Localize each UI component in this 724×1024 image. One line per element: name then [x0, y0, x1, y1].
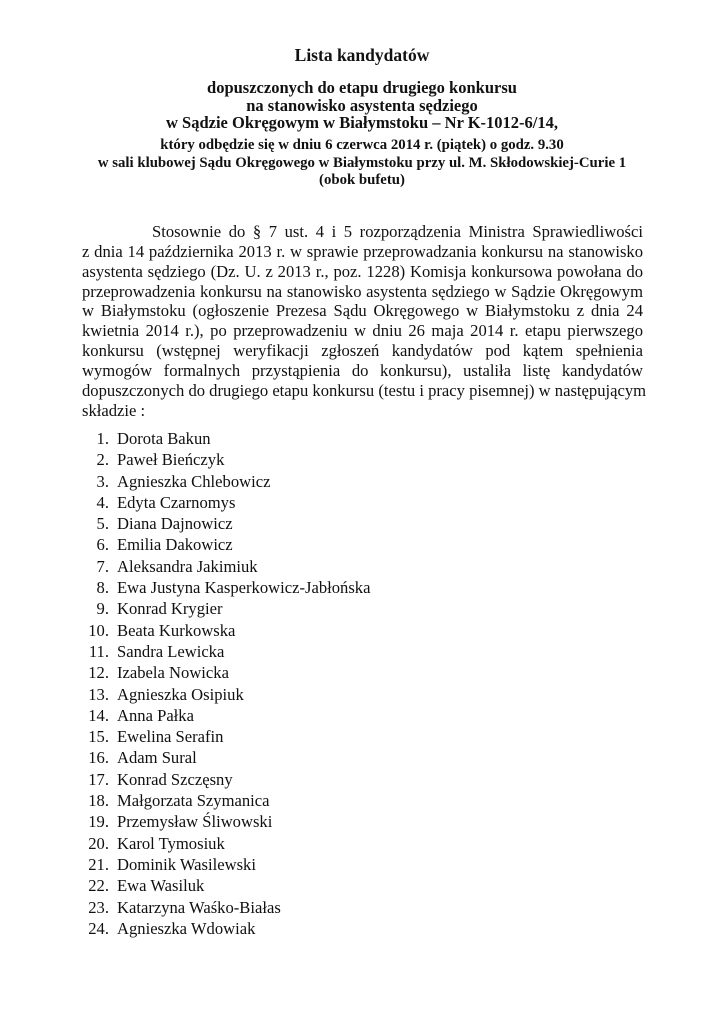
- candidate-name: Sandra Lewicka: [117, 641, 225, 661]
- list-item: [82, 556, 370, 577]
- list-item: [82, 449, 370, 470]
- subtitle-line: dopuszczonych do etapu drugiego konkursu: [207, 78, 517, 97]
- list-number: 11.: [88, 641, 109, 661]
- body-line: dopuszczonych do drugiego etapu konkursu (testu i pracy pisemnej) w następującym: [82, 380, 647, 400]
- list-item: [82, 790, 370, 811]
- candidate-name: Paweł Bieńczyk: [117, 450, 225, 470]
- list-number: 15.: [88, 727, 109, 747]
- list-number: 13.: [88, 684, 109, 704]
- list-item: [82, 598, 370, 619]
- candidate-name: Ewa Wasiluk: [117, 876, 205, 896]
- candidate-name: Katarzyna Waśko-Białas: [117, 897, 281, 917]
- list-item: [82, 534, 370, 555]
- list-item: [82, 428, 370, 449]
- list-item: [82, 513, 370, 534]
- list-item: [82, 875, 370, 896]
- list-item: [82, 811, 370, 832]
- list-number: 1.: [96, 429, 109, 448]
- details-line: (obok bufetu): [319, 172, 405, 188]
- candidate-name: Agnieszka Wdowiak: [117, 918, 256, 938]
- list-number: 18.: [88, 791, 109, 811]
- candidate-name: Adam Sural: [117, 748, 197, 768]
- body-line: przeprowadzenia konkursu na stanowisko asystenta sędziego w Sądzie Okręgowym: [82, 281, 643, 301]
- list-number: 7.: [96, 556, 109, 576]
- candidate-name: Ewelina Serafin: [117, 727, 224, 747]
- candidate-name: Diana Dajnowicz: [117, 514, 233, 534]
- list-number: 4.: [96, 492, 109, 512]
- body-line: konkursu (wstępnej weryfikacji zgłoszeń kandydatów pod kątem spełnienia: [82, 341, 643, 361]
- exam-details: [0, 137, 724, 190]
- list-item: [82, 662, 370, 683]
- list-item: [82, 492, 370, 513]
- list-number: 21.: [88, 854, 109, 874]
- list-number: 2.: [96, 450, 109, 470]
- details-line: który odbędzie się w dniu 6 czerwca 2014 r. (piątek) o godz. 9.30: [160, 137, 564, 153]
- list-item: [82, 833, 370, 854]
- subtitle-line: na stanowisko asystenta sędziego: [246, 95, 478, 115]
- candidate-list: [82, 428, 370, 939]
- list-item: [82, 854, 370, 875]
- candidate-name: Aleksandra Jakimiuk: [117, 556, 258, 576]
- list-number: 6.: [96, 535, 109, 555]
- body-line: asystenta sędziego (Dz. U. z 2013 r., poz. 1228) Komisja konkursowa powołana do: [82, 261, 643, 281]
- body-line: wymogów formalnych przystąpienia do konkursu), ustaliła listę kandydatów: [82, 360, 643, 380]
- list-number: 23.: [88, 897, 109, 917]
- candidate-name: Agnieszka Osipiuk: [117, 684, 244, 704]
- candidate-name: Małgorzata Szymanica: [117, 791, 270, 811]
- list-number: 10.: [88, 620, 109, 640]
- candidate-name: Edyta Czarnomys: [117, 492, 236, 512]
- candidate-name: Dominik Wasilewski: [117, 854, 256, 874]
- candidate-name: Dorota Bakun: [117, 429, 211, 448]
- list-number: 17.: [88, 769, 109, 789]
- candidate-name: Konrad Krygier: [117, 599, 223, 619]
- list-number: 12.: [88, 663, 109, 683]
- candidate-name: Karol Tymosiuk: [117, 833, 225, 853]
- list-item: [82, 726, 370, 747]
- list-number: 24.: [88, 918, 109, 938]
- list-number: 5.: [96, 514, 109, 534]
- list-item: [82, 918, 370, 939]
- list-number: 9.: [96, 599, 109, 619]
- list-item: [82, 641, 370, 662]
- list-number: 19.: [88, 812, 109, 832]
- body-line: składzie :: [82, 400, 146, 420]
- list-item: [82, 577, 370, 598]
- list-number: 3.: [96, 471, 109, 491]
- candidate-name: Ewa Justyna Kasperkowicz-Jabłońska: [117, 578, 371, 598]
- candidate-name: Przemysław Śliwowski: [117, 812, 273, 832]
- details-line: w sali klubowej Sądu Okręgowego w Białymstoku przy ul. M. Skłodowskiej-Curie 1: [97, 154, 627, 171]
- list-item: [82, 684, 370, 705]
- list-item: [82, 897, 370, 918]
- body-line: kwietnia 2014 r.), po przeprowadzeniu w dniu 26 maja 2014 r. etapu pierwszego: [82, 321, 643, 341]
- list-item: [82, 769, 370, 790]
- list-item: [82, 705, 370, 726]
- subtitle-line: w Sądzie Okręgowym w Białymstoku – Nr K-1012-6/14,: [165, 113, 559, 132]
- body-line: w Białymstoku (ogłoszenie Prezesa Sądu Okręgowego w Białymstoku z dnia 24: [82, 301, 643, 321]
- candidate-name: Beata Kurkowska: [117, 620, 236, 640]
- list-number: 16.: [88, 748, 109, 768]
- body-paragraph: [82, 222, 647, 420]
- list-item: [82, 471, 370, 492]
- list-number: 14.: [88, 705, 109, 725]
- candidate-name: Konrad Szczęsny: [117, 769, 233, 789]
- document-title: Lista kandydatów: [294, 45, 430, 65]
- list-number: 8.: [96, 578, 109, 598]
- candidate-name: Agnieszka Chlebowicz: [117, 471, 271, 491]
- subtitle: [0, 79, 724, 132]
- list-number: 20.: [88, 833, 109, 853]
- candidate-name: Izabela Nowicka: [117, 663, 229, 683]
- candidate-name: Anna Pałka: [117, 705, 194, 725]
- body-line: z dnia 14 października 2013 r. w sprawie przeprowadzania konkursu na stanowisko: [82, 241, 643, 261]
- list-item: [82, 747, 370, 768]
- body-line: Stosownie do § 7 ust. 4 i 5 rozporządzenia Ministra Sprawiedliwości: [152, 222, 643, 241]
- list-number: 22.: [88, 876, 109, 896]
- list-item: [82, 620, 370, 641]
- candidate-name: Emilia Dakowicz: [117, 535, 233, 555]
